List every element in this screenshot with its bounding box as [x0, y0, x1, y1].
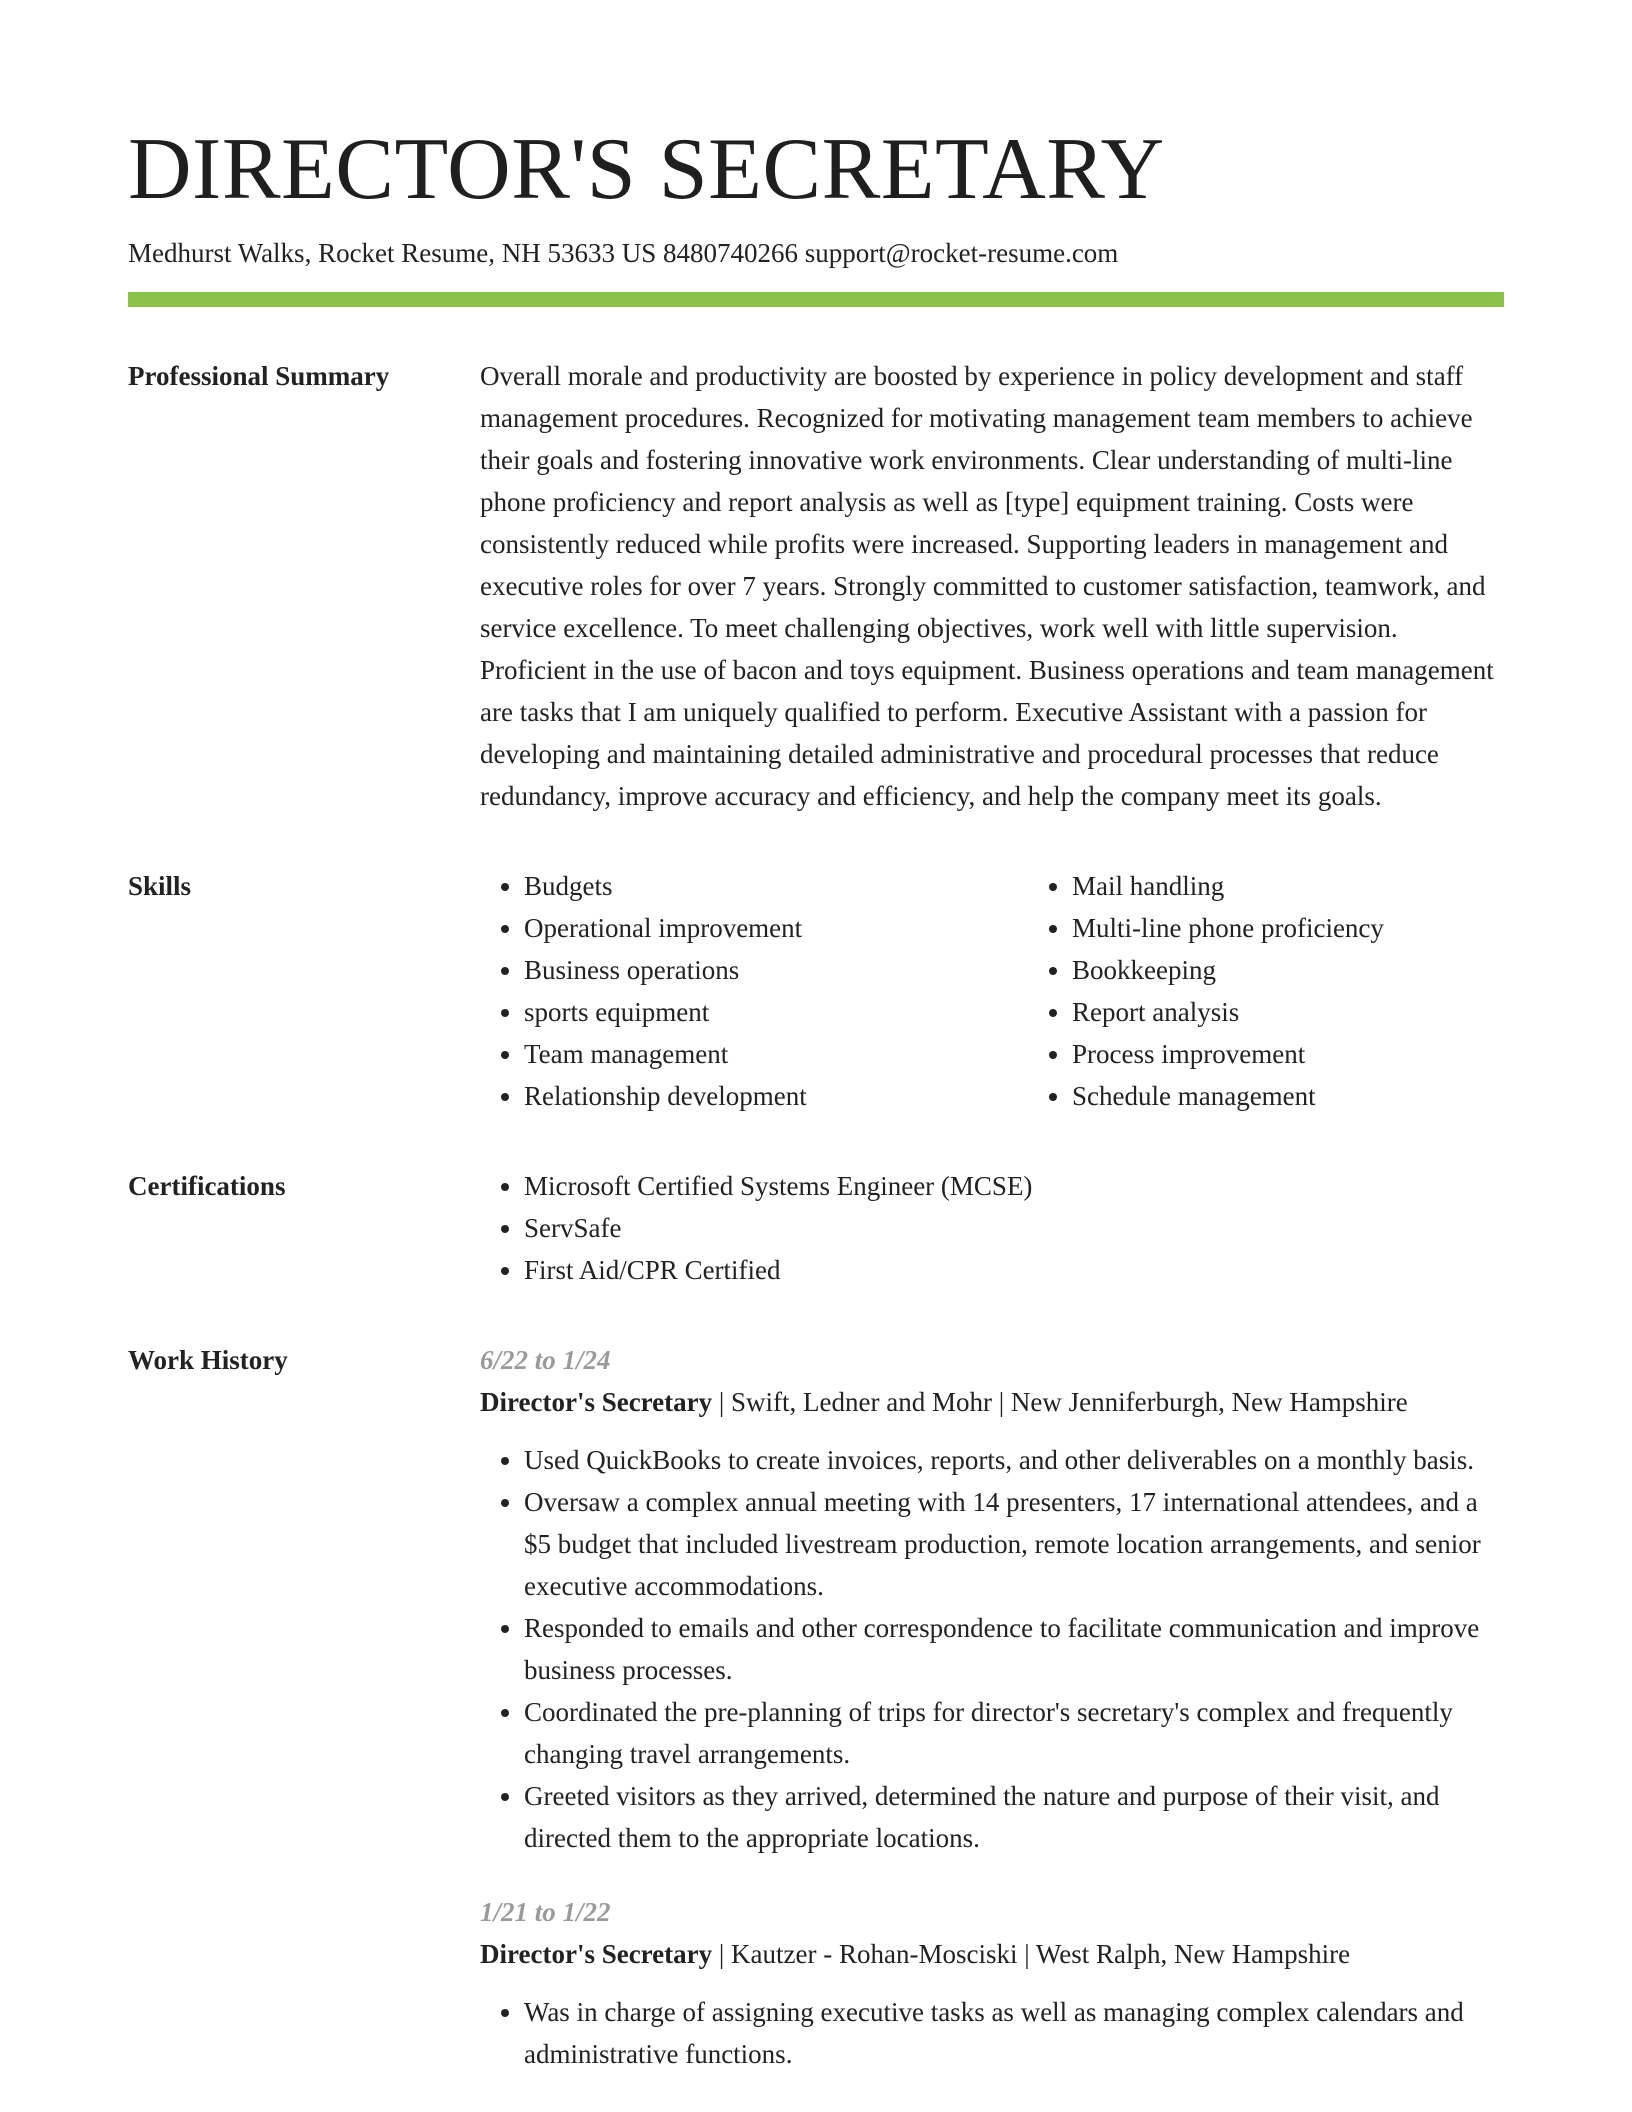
skill-item: • Multi-line phone proficiency [1072, 907, 1384, 949]
job-bullet: • Oversaw a complex annual meeting with 14 presenters, 17 international attendees, and a $5 budget that included livestream production, remote location arrangements, and senior executive accommodations. [524, 1481, 1504, 1607]
work-history-section [128, 1339, 1504, 2075]
certifications-section [128, 1165, 1504, 1291]
skill-item: • Report analysis [1072, 991, 1384, 1033]
skills-label: Skills [128, 871, 192, 901]
job-bullet: • Greeted visitors as they arrived, determined the nature and purpose of their visit, and directed them to the appropriate locations. [524, 1775, 1504, 1859]
certification-item: • Microsoft Certified Systems Engineer (MCSE) [524, 1165, 1504, 1207]
skill-item: • Team management [524, 1033, 1028, 1075]
skill-item: • Operational improvement [524, 907, 1028, 949]
certifications-label: Certifications [128, 1171, 286, 1201]
summary-text: Overall morale and productivity are boosted by experience in policy development and staff management procedures. Recognized for motivating management team members to achieve their goals and fostering innovative work environments. Clear understanding of multi-line phone proficiency and report analysis as well as [type] equipment training. Costs were consistently reduced while profits were increased. Supporting leaders in management and executive roles for over 7 years. Strongly committed to customer satisfaction, teamwork, and service excellence. To meet challenging objectives, work well with little supervision. Proficient in the use of bacon and toys equipment. Business operations and team management are tasks that I am uniquely qualified to perform. Executive Assistant with a passion for developing and maintaining detailed administrative and procedural processes that reduce redundancy, improve accuracy and efficiency, and help the company meet its goals. [480, 361, 1494, 811]
job-bullet: • Was in charge of assigning executive tasks as well as managing complex calendars and administrative functions. [524, 1991, 1504, 2075]
skill-item: • Mail handling [1072, 865, 1384, 907]
work-history-label: Work History [128, 1345, 288, 1375]
certifications-list [480, 1165, 1504, 1291]
resume-name-heading: DIRECTOR'S SECRETARY [128, 121, 1165, 218]
resume-page [128, 120, 1504, 2075]
skill-item: • sports equipment [524, 991, 1028, 1033]
summary-label: Professional Summary [128, 361, 390, 391]
job-title: Director's Secretary [480, 1387, 713, 1417]
accent-divider [128, 292, 1504, 307]
job-title-line [480, 1381, 1504, 1423]
job-employer-location: | Kautzer - Rohan-Mosciski | West Ralph, New Hampshire [712, 1939, 1351, 1969]
job-entry [480, 1339, 1504, 1859]
job-bullet: • Used QuickBooks to create invoices, reports, and other deliverables on a monthly basis. [524, 1439, 1504, 1481]
skill-item: • Schedule management [1072, 1075, 1384, 1117]
contact-line: Medhurst Walks, Rocket Resume, NH 53633 US 8480740266 support@rocket-resume.com [128, 238, 1119, 268]
skill-item: • Budgets [524, 865, 1028, 907]
job-employer-location: | Swift, Ledner and Mohr | New Jenniferburgh, New Hampshire [712, 1387, 1408, 1417]
skills-list-right [1028, 865, 1384, 1117]
job-bullets [480, 1991, 1504, 2075]
certification-item: • ServSafe [524, 1207, 1504, 1249]
skill-item: • Bookkeeping [1072, 949, 1384, 991]
skill-item: • Process improvement [1072, 1033, 1384, 1075]
summary-section [128, 355, 1504, 817]
job-bullets [480, 1439, 1504, 1859]
job-bullet: • Responded to emails and other correspondence to facilitate communication and improve business processes. [524, 1607, 1504, 1691]
certification-item: • First Aid/CPR Certified [524, 1249, 1504, 1291]
job-dates: 1/21 to 1/22 [480, 1897, 611, 1927]
skills-list-left [480, 865, 1028, 1117]
job-dates: 6/22 to 1/24 [480, 1345, 611, 1375]
job-entry [480, 1891, 1504, 2075]
skills-section [128, 865, 1504, 1117]
skill-item: • Business operations [524, 949, 1028, 991]
job-bullet: • Coordinated the pre-planning of trips for director's secretary's complex and frequently changing travel arrangements. [524, 1691, 1504, 1775]
job-title-line [480, 1933, 1504, 1975]
job-title: Director's Secretary [480, 1939, 713, 1969]
skill-item: • Relationship development [524, 1075, 1028, 1117]
